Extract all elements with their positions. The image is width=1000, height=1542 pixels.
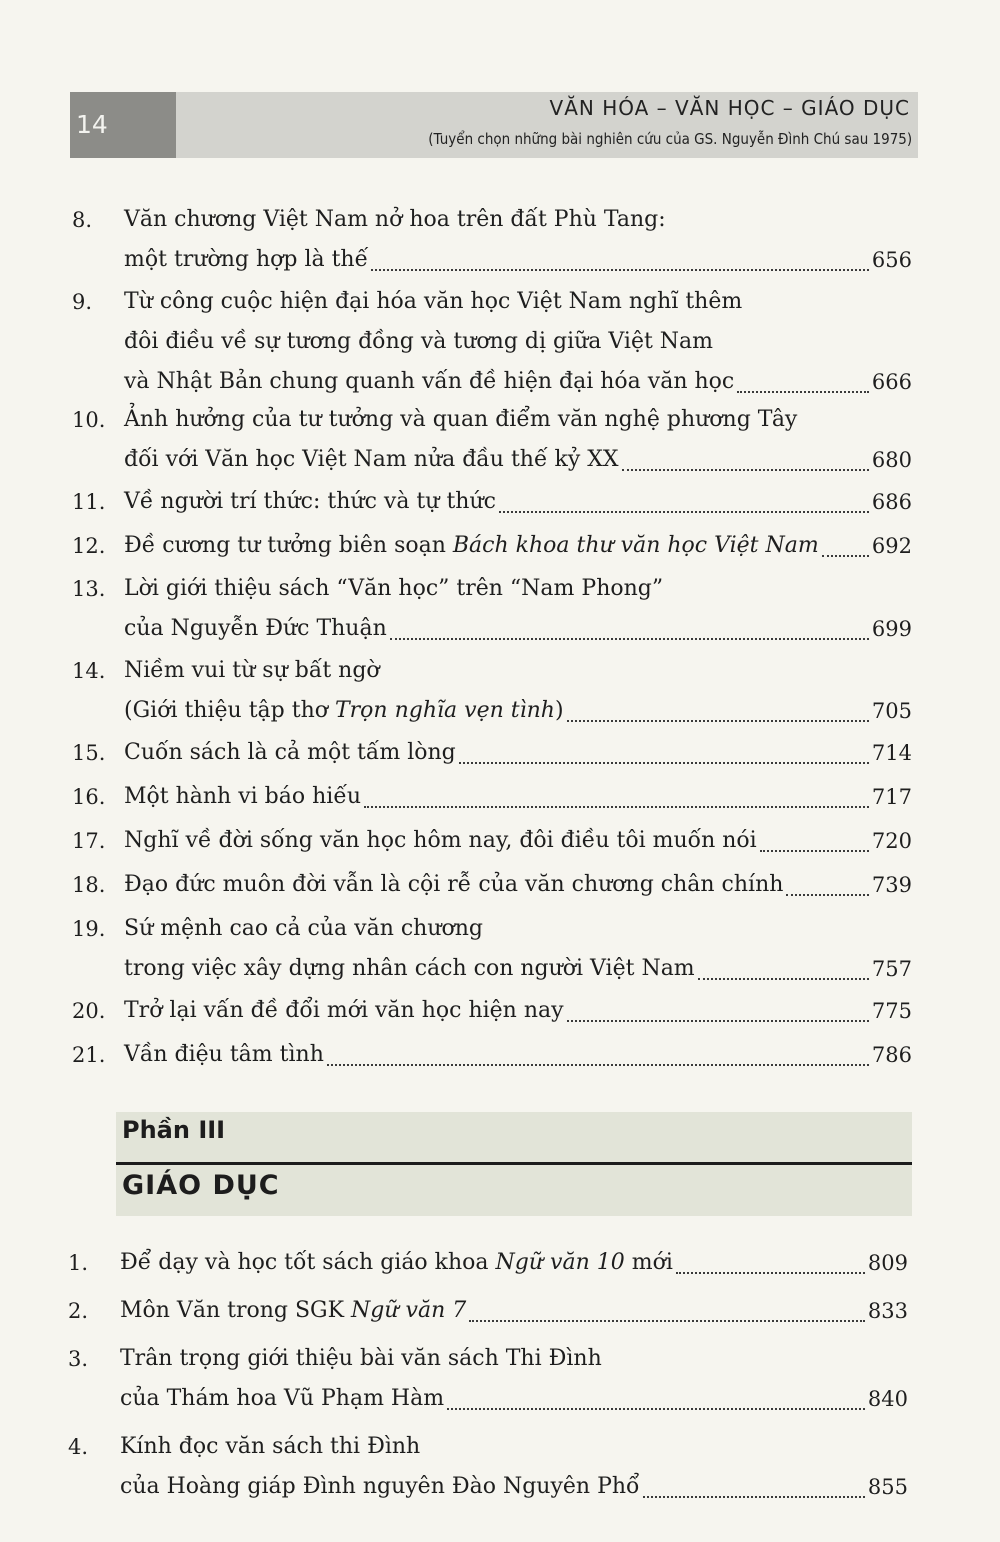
dot-leader	[786, 865, 868, 896]
entry-title-text: Từ công cuộc hiện đại hóa văn học Việt Nam nghĩ thêm	[124, 289, 743, 314]
entry-number: 21.	[72, 1043, 106, 1067]
entry-title-text: Lời giới thiệu sách “Văn học” trên “Nam Phong”	[124, 576, 664, 601]
page-ref: 705	[871, 699, 912, 723]
entry-title-text: của Thám hoa Vũ Phạm Hàm	[120, 1386, 445, 1411]
entry-title-line	[124, 733, 912, 773]
dot-leader	[499, 482, 869, 513]
page-ref: 855	[867, 1475, 908, 1499]
entry-title-line	[124, 1035, 912, 1075]
entry-number: 18.	[72, 873, 106, 897]
entry-title-text: Ảnh hưởng của tư tưởng và quan điểm văn nghệ phương Tây	[124, 407, 798, 432]
entry-title-line	[120, 1243, 908, 1283]
page-ref: 666	[871, 370, 912, 394]
entry-title-text: (Giới thiệu tập thơ Trọn nghĩa vẹn tình)	[124, 698, 564, 723]
entry-title-text: Một hành vi báo hiếu	[124, 784, 362, 809]
dot-leader	[364, 777, 869, 808]
entry-title-text: trong việc xây dựng nhân cách con người Việt Nam	[124, 956, 695, 981]
entry-title-line	[124, 691, 912, 731]
entry-title-text: một trường hợp là thế	[124, 247, 369, 272]
entry-number: 9.	[72, 290, 93, 314]
page-ref: 739	[871, 873, 912, 897]
entry-number: 10.	[72, 408, 106, 432]
dot-leader	[459, 733, 869, 764]
page-ref: 840	[867, 1387, 908, 1411]
page-ref: 786	[871, 1043, 912, 1067]
entry-title-text: Môn Văn trong SGK Ngữ văn 7	[120, 1298, 467, 1323]
entry-title-line	[124, 609, 912, 649]
entry-title-text: Trở lại vấn đề đổi mới văn học hiện nay	[124, 998, 564, 1023]
entry-title-line	[120, 1427, 420, 1467]
entry-title-italic: Bách khoa thư văn học Việt Nam	[452, 533, 819, 558]
page-ref: 720	[871, 829, 912, 853]
entry-number: 17.	[72, 829, 106, 853]
entry-title-line	[124, 569, 663, 609]
entry-title-italic: Ngữ văn 7	[351, 1298, 467, 1323]
entry-title-text: Đạo đức muôn đời vẫn là cội rễ của văn chương chân chính	[124, 872, 784, 897]
page-ref: 686	[871, 490, 912, 514]
page-number: 14	[70, 92, 176, 158]
entry-title-text: Về người trí thức: thức và tự thức	[124, 489, 496, 514]
part-title: GIÁO DỤC	[122, 1170, 280, 1201]
entry-title-line	[124, 440, 912, 480]
entry-title-line	[124, 322, 713, 362]
entry-title-text: Sứ mệnh cao cả của văn chương	[124, 916, 484, 941]
page-ref: 809	[867, 1251, 908, 1275]
page-ref: 656	[871, 248, 912, 272]
book-title: VĂN HÓA – VĂN HỌC – GIÁO DỤC	[549, 96, 910, 120]
entry-number: 1.	[68, 1251, 89, 1275]
entry-title-line	[124, 240, 912, 280]
entry-title-line	[124, 865, 912, 905]
dot-leader	[643, 1467, 865, 1498]
dot-leader	[822, 526, 869, 557]
entry-title-text: và Nhật Bản chung quanh vấn đề hiện đại hóa văn học	[124, 369, 735, 394]
page-ref: 680	[871, 448, 912, 472]
part-label: Phần III	[122, 1116, 226, 1144]
entry-title-text: Kính đọc văn sách thi Đình	[120, 1434, 421, 1459]
dot-leader	[567, 691, 869, 722]
entry-title-text: Vần điệu tâm tình	[124, 1042, 324, 1067]
entry-number: 20.	[72, 999, 106, 1023]
page-ref: 717	[871, 785, 912, 809]
entry-title-line	[124, 362, 912, 402]
dot-leader	[390, 609, 869, 640]
page-ref: 699	[871, 617, 912, 641]
entry-title-text: Trân trọng giới thiệu bài văn sách Thi Đình	[120, 1346, 602, 1371]
entry-title-line	[120, 1339, 602, 1379]
entry-title-line	[124, 909, 483, 949]
entry-number: 14.	[72, 659, 106, 683]
page-ref: 775	[871, 999, 912, 1023]
dot-leader	[737, 362, 869, 393]
entry-title-line	[124, 282, 742, 322]
entry-title-text: Văn chương Việt Nam nở hoa trên đất Phù Tang:	[124, 207, 666, 232]
entry-number: 2.	[68, 1299, 89, 1323]
entry-title-text: đôi điều về sự tương đồng và tương dị giữa Việt Nam	[124, 329, 714, 354]
dot-leader	[760, 821, 869, 852]
entry-title-text: Đề cương tư tưởng biên soạn Bách khoa thư văn học Việt Nam	[124, 533, 819, 558]
running-header	[70, 92, 918, 158]
dot-leader	[622, 440, 869, 471]
entry-title-line	[124, 526, 912, 566]
entry-title-text: Niềm vui từ sự bất ngờ	[124, 658, 380, 683]
entry-title-line	[124, 482, 912, 522]
page-ref: 833	[867, 1299, 908, 1323]
dot-leader	[567, 991, 869, 1022]
entry-title-text: Nghĩ về đời sống văn học hôm nay, đôi điều tôi muốn nói	[124, 828, 757, 853]
entry-number: 16.	[72, 785, 106, 809]
entry-number: 13.	[72, 577, 106, 601]
entry-title-line	[120, 1379, 908, 1419]
dot-leader	[327, 1035, 869, 1066]
entry-title-line	[124, 200, 666, 240]
entry-title-italic: Trọn nghĩa vẹn tình	[334, 698, 555, 723]
dot-leader	[676, 1243, 865, 1274]
entry-title-line	[124, 821, 912, 861]
entry-title-line	[124, 777, 912, 817]
entry-number: 15.	[72, 741, 106, 765]
entry-number: 4.	[68, 1435, 89, 1459]
entry-title-line	[124, 651, 380, 691]
entry-number: 8.	[72, 208, 93, 232]
entry-title-line	[124, 991, 912, 1031]
entry-title-text: Cuốn sách là cả một tấm lòng	[124, 740, 456, 765]
page-ref: 757	[871, 957, 912, 981]
dot-leader	[447, 1379, 865, 1410]
entry-title-text: của Hoàng giáp Đình nguyên Đào Nguyên Phổ	[120, 1474, 640, 1499]
entry-number: 3.	[68, 1347, 89, 1371]
entry-number: 11.	[72, 490, 106, 514]
entry-title-text: đối với Văn học Việt Nam nửa đầu thế kỷ XX	[124, 447, 619, 472]
entry-title-line	[120, 1467, 908, 1507]
entry-title-line	[124, 400, 797, 440]
entry-title-italic: Ngữ văn 10	[495, 1250, 625, 1275]
entry-title-line	[124, 949, 912, 989]
part-divider	[116, 1162, 912, 1165]
dot-leader	[698, 949, 869, 980]
page-ref: 692	[871, 534, 912, 558]
entry-title-text: của Nguyễn Đức Thuận	[124, 616, 387, 641]
entry-title-line	[120, 1291, 908, 1331]
entry-number: 12.	[72, 534, 106, 558]
part-heading	[116, 1112, 912, 1216]
entry-number: 19.	[72, 917, 106, 941]
dot-leader	[469, 1291, 865, 1322]
book-subtitle: (Tuyển chọn những bài nghiên cứu của GS. Nguyễn Đình Chú sau 1975)	[428, 130, 912, 148]
dot-leader	[371, 240, 869, 271]
entry-title-text: Để dạy và học tốt sách giáo khoa Ngữ văn 10 mới	[120, 1250, 673, 1275]
page-ref: 714	[871, 741, 912, 765]
